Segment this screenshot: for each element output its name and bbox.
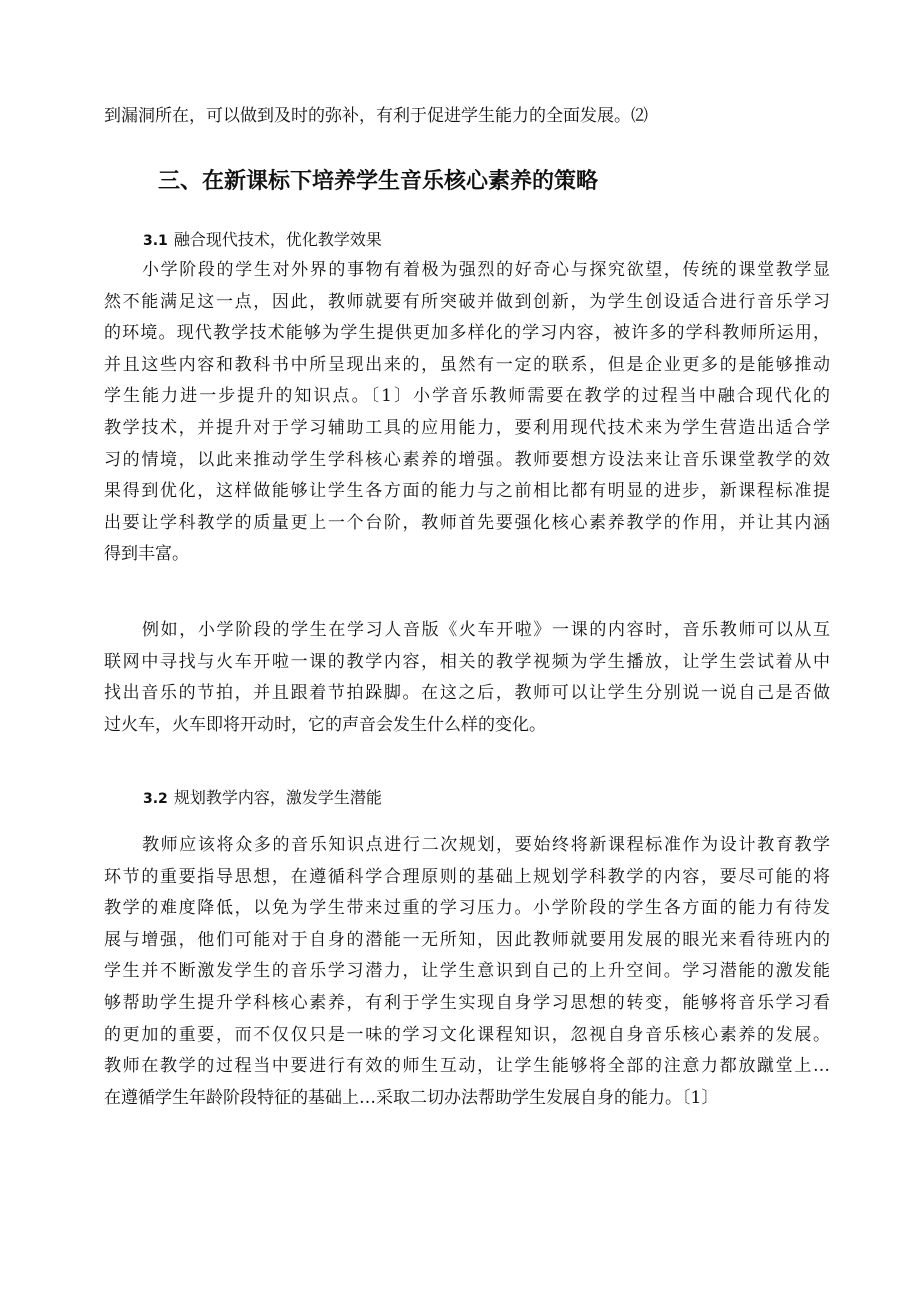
paragraph-line: 果得到优化，这样做能够让学生各方面的能力与之前相比都有明显的进步，新课程标准提 [104,481,830,502]
paragraph-1 [104,255,830,571]
paragraph-line: 例如，小学阶段的学生在学习人音版《火车开啦》一课的内容时，音乐教师可以从互 [142,620,830,640]
paragraph-line: 学生并不断激发学生的音乐学习潜力，让学生意识到自己的上升空间。学习潜能的激发能 [104,961,830,982]
paragraph-line: 习的情境，以此来推动学生学科核心素养的增强。教师要想方设法来让音乐课堂教学的效 [104,449,830,470]
paragraph-line: 的环境。现代教学技术能够为学生提供更加多样化的学习内容，被许多的学科教师所运用， [104,323,830,344]
paragraph-line: 环节的重要指导思想，在遵循科学合理原则的基础上规划学科教学的内容，要尽可能的将 [104,866,830,887]
paragraph-line: 教师在教学的过程当中要进行有效的师生互动，让学生能够将全部的注意力都放蹴堂上… [104,1056,830,1077]
section-heading: 三、在新课标下培养学生音乐核心素养的策略 [158,169,599,194]
paragraph-line: 出要让学科教学的质量更上一个台阶，教师首先要强化核心素养教学的作用，并让其内涵 [104,512,830,533]
paragraph-line: 得到丰富。 [104,544,189,565]
paragraph-line: 够帮助学生提升学科核心素养，有利于学生实现自身学习思想的转变，能够将音乐学习看 [104,992,830,1013]
paragraph-3 [104,830,830,1114]
paragraph-line: 小学阶段的学生对外界的事物有着极为强烈的好奇心与探究欲望，传统的课堂教学显 [142,260,830,280]
paragraph-line: 展与增强，他们可能对于自身的潜能一无所知，因此教师就要用发展的眼光来看待班内的 [104,929,830,950]
subsection-number: 3.2 [143,791,168,807]
subsection-heading-3-2 [143,787,382,810]
paragraph-line: 学生能力进一步提升的知识点。〔1〕小学音乐教师需要在教学的过程当中融合现代化的 [104,386,830,407]
paragraph-line: 并且这些内容和教科书中所呈现出来的，虽然有一定的联系，但是企业更多的是能够推动 [104,354,830,375]
paragraph-line: 联网中寻找与火车开啦一课的教学内容，相关的教学视频为学生播放，让学生尝试着从中 [104,651,830,672]
paragraph-line: 的更加的重要，而不仅仅只是一味的学习文化课程知识，忽视自身音乐核心素养的发展。 [104,1024,830,1045]
paragraph-line: 教学的难度降低，以免为学生带来过重的学习压力。小学阶段的学生各方面的能力有待发 [104,898,830,919]
continuation-line: 到漏洞所在，可以做到及时的弥补，有利于促进学生能力的全面发展。⑵ [104,106,648,126]
paragraph-line: 找出音乐的节拍，并且跟着节拍跺脚。在这之后，教师可以让学生分别说一说自己是否做 [104,683,830,704]
paragraph-line: 过火车，火车即将开动时，它的声音会发生什么样的变化。 [104,714,546,735]
paragraph-line: 教学技术，并提升对于学习辅助工具的应用能力，要利用现代技术来为学生营造出适合学 [104,417,830,438]
subsection-number: 3.1 [143,233,168,249]
paragraph-line: 然不能满足这一点，因此，教师就要有所突破并做到创新，为学生创设适合进行音乐学习 [104,291,830,312]
paragraph-2 [104,615,830,741]
subsection-title: 融合现代技术，优化教学效果 [173,230,382,249]
paragraph-line: 在遵循学生年龄阶段特征的基础上…采取二切办法帮助学生发展自身的能力。〔1〕 [104,1087,719,1108]
paragraph-line: 教师应该将众多的音乐知识点进行二次规划，要始终将新课程标准作为设计教育教学 [142,835,830,855]
subsection-title: 规划教学内容，激发学生潜能 [173,788,382,807]
subsection-heading-3-1 [143,229,382,252]
